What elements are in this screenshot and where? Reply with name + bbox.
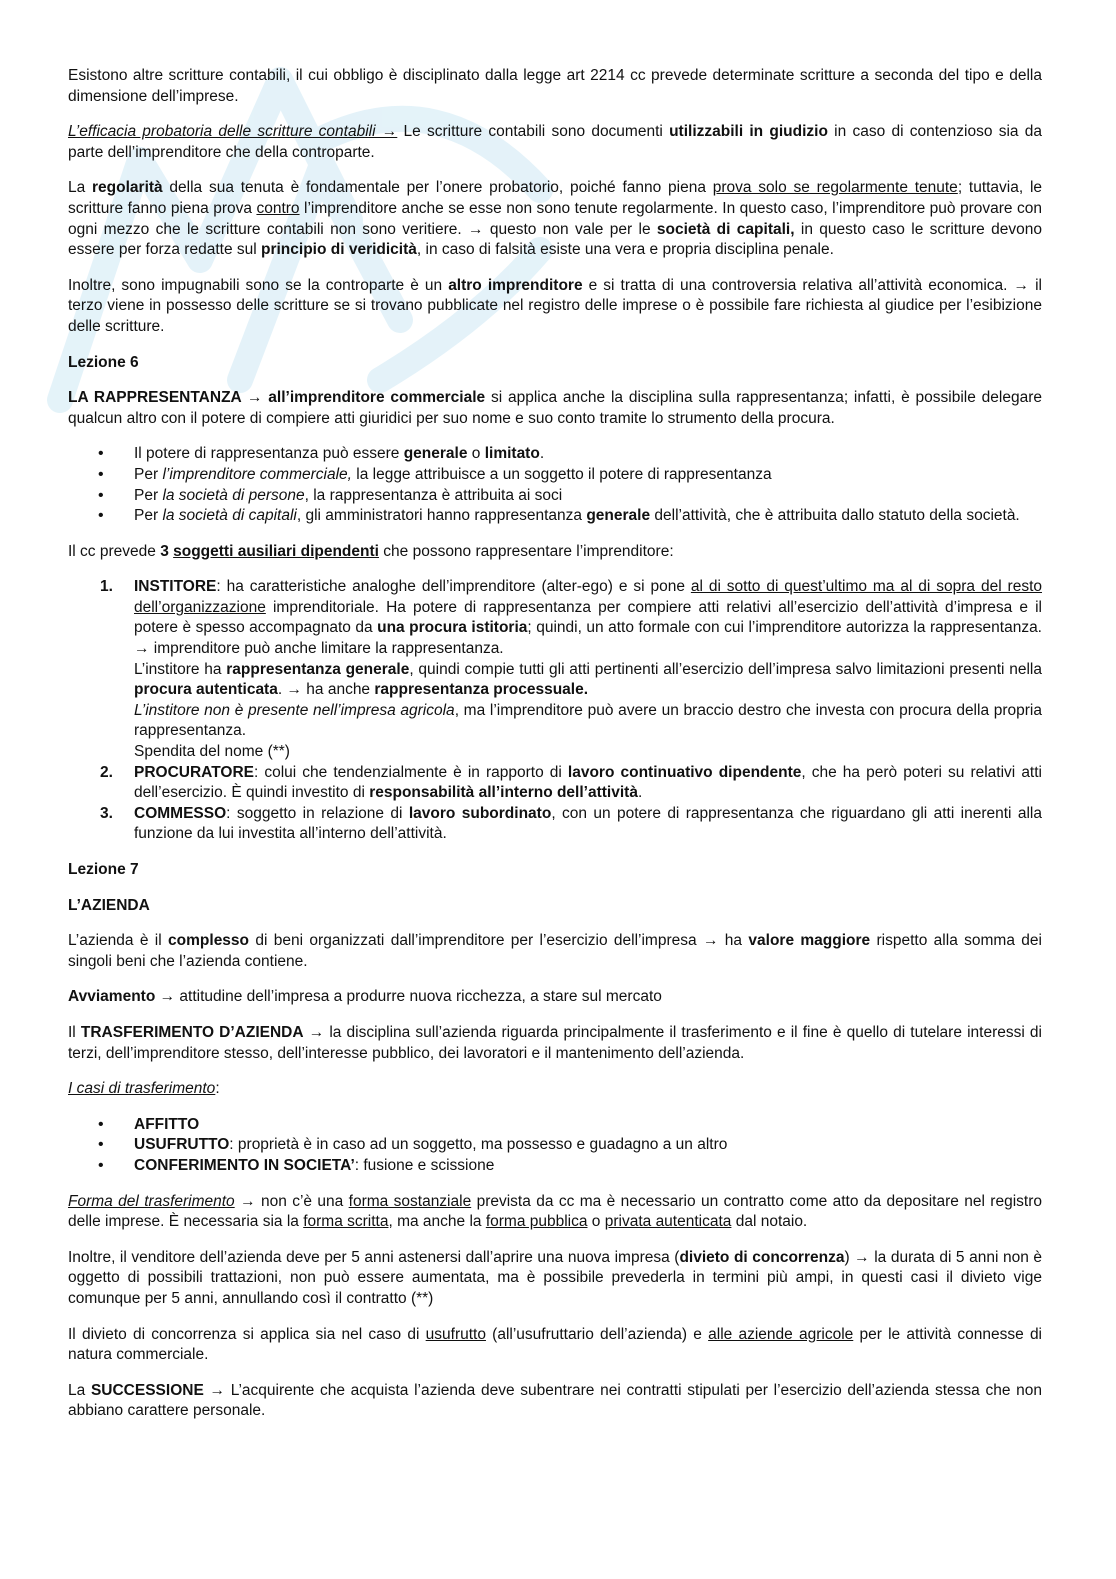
- bold-text: TRASFERIMENTO D’AZIENDA: [80, 1023, 304, 1041]
- text: , in caso di falsità esiste una vera e propria disciplina penale.: [416, 241, 834, 259]
- bold-text: altro imprenditore: [448, 276, 583, 294]
- underlined-text: forma sostanziale: [348, 1192, 472, 1210]
- text: la legge attribuisce a un soggetto il potere di rappresentanza: [351, 465, 772, 483]
- underlined-text: privata autenticata: [604, 1213, 732, 1231]
- list-item: [68, 444, 1042, 465]
- list-item-institore: [68, 577, 1042, 762]
- underlined-text: prova solo se regolarmente tenute: [712, 179, 958, 197]
- bold-text: SUCCESSIONE: [90, 1381, 204, 1399]
- text: Le scritture contabili sono documenti: [397, 123, 670, 141]
- italic-underlined-text: I casi di trasferimento: [68, 1080, 216, 1098]
- heading-lezione-6: Lezione 6: [68, 353, 139, 371]
- text: o: [587, 1213, 605, 1231]
- bold-text: utilizzabili in giudizio: [669, 123, 828, 141]
- text: Per: [134, 486, 163, 504]
- paragraph-impugnabili: [68, 276, 1042, 338]
- paragraph-azienda: [68, 931, 1042, 972]
- sub-paragraph: [134, 701, 1042, 742]
- underlined-text: L’efficacia probatoria delle scritture contabili →: [68, 123, 398, 141]
- text: Esistono altre scritture contabili, il cui obbligo è disciplinato dalla legge art 2214 cc prevede determinate scritture a seconda del tipo e della dimensione dell’imprese.: [68, 67, 1042, 105]
- text: l’imprenditore anche se esse non sono tenute regolarmente. In questo caso, l’imprenditore può provare con ogni mezzo che le scritture contabili non sono veritiere. → questo non vale per le: [68, 199, 1042, 238]
- italic-text: l’imprenditore commerciale,: [162, 465, 352, 483]
- italic-text: la società di persone: [162, 486, 305, 504]
- italic-text: L’institore non è presente nell’impresa agricola: [134, 701, 455, 719]
- text: , la rappresentanza è attribuita ai soci: [304, 486, 563, 504]
- underlined-text: forma scritta: [303, 1213, 389, 1231]
- underlined-text: contro: [256, 199, 300, 217]
- text: : colui che tendenzialmente è in rapporto di: [254, 763, 568, 781]
- bold-text: divieto di concorrenza: [679, 1248, 845, 1266]
- bold-text: lavoro subordinato: [408, 804, 552, 822]
- italic-text: la società di capitali: [162, 507, 297, 525]
- numbered-list-soggetti: [68, 577, 1042, 845]
- text: ) → la durata di 5 anni non è oggetto di possibili trattazioni, non può essere aumentata, ma è possibile prevederla in termini più ampi, in questi casi il divieto vige comunque per 5 anni, annullando così il contratto (**): [68, 1248, 1042, 1307]
- text: prevista da cc ma è necessario un contratto come atto da depositare nel registro delle imprese. È necessaria sia la: [68, 1192, 1042, 1231]
- list-item: [68, 1156, 1042, 1177]
- text: ; tuttavia, le scritture fanno piena prova: [68, 179, 1043, 217]
- text: L’azienda è il: [68, 932, 169, 950]
- text: imprenditoriale. Ha potere di rappresentanza per compiere atti relativi all’esercizio dell’attività d’impresa e il potere è spesso accompagnato da: [134, 598, 1042, 637]
- text: ; quindi, un atto formale con cui l’imprenditore autorizza la rappresentanza. → imprenditore può anche limitare la rappresentanza.: [134, 619, 1042, 658]
- text: → attitudine dell’impresa a produrre nuova ricchezza, a stare sul mercato: [155, 988, 662, 1006]
- paragraph-regolarita: [68, 178, 1042, 260]
- bold-text: regolarità: [92, 179, 163, 197]
- underlined-text: usufrutto: [425, 1325, 486, 1343]
- text: si applica anche la disciplina sulla rappresentanza; infatti, è possibile delegare qualcun altro con il potere di compiere atti giuridici per suo nome e suo conto tramite lo strumento della procura.: [68, 389, 1042, 427]
- text: → L’acquirente che acquista l’azienda deve subentrare nei contratti stipulati per l’esercizio dell’azienda stessa che non abbiano carattere personale.: [68, 1381, 1042, 1420]
- paragraph-soggetti-ausiliari: [68, 542, 1042, 563]
- text: La: [68, 179, 93, 197]
- text: : proprietà è in caso ad un soggetto, ma possesso e guadagno a un altro: [229, 1136, 728, 1154]
- text: in questo caso le scritture devono essere per forza redatte sul: [68, 220, 1042, 259]
- text: per le attività connesse di natura commerciale.: [68, 1325, 1043, 1364]
- bold-text: generale: [586, 507, 651, 525]
- bold-text: Avviamento: [68, 988, 156, 1006]
- text: La: [68, 1381, 91, 1399]
- text: Per: [134, 507, 163, 525]
- text: → la disciplina sull’azienda riguarda principalmente il trasferimento e il fine è quello di tutelare interessi di terzi, dell’imprenditore stesso, dell’interesse pubblico, dei lavoratori e il mantenimento dell’azienda.: [68, 1023, 1042, 1062]
- text: che possono rappresentare l’imprenditore:: [378, 542, 674, 560]
- bullet-list-casi: [68, 1115, 1042, 1177]
- text: in caso di contenzioso sia da parte dell’imprenditore che della controparte.: [68, 123, 1043, 161]
- sub-paragraph: Spendita del nome (**): [134, 743, 290, 761]
- bold-text: complesso: [168, 932, 250, 950]
- paragraph-forma-trasferimento: [68, 1192, 1042, 1233]
- paragraph-trasferimento: [68, 1023, 1042, 1064]
- text: , quindi compie tutti gli atti pertinenti all’esercizio dell’impresa salvo limitazioni presenti nella: [409, 660, 1042, 678]
- sub-paragraph: [134, 660, 1042, 701]
- text: , gli amministratori hanno rappresentanza: [296, 507, 587, 525]
- text: :: [215, 1080, 220, 1098]
- list-item: [68, 1135, 1042, 1156]
- text: Inoltre, sono impugnabili sono se la controparte è un: [68, 276, 449, 294]
- text: rispetto alla somma dei singoli beni che l’azienda contiene.: [68, 932, 1042, 970]
- text: Per: [134, 465, 163, 483]
- bold-text: una procura istitoria: [377, 619, 528, 637]
- list-item: [68, 1115, 1042, 1136]
- bold-text: USUFRUTTO: [134, 1136, 230, 1154]
- text: Il: [68, 1023, 81, 1041]
- paragraph-successione: [68, 1381, 1042, 1422]
- paragraph-divieto-concorrenza: [68, 1248, 1042, 1310]
- text: , che ha però poteri su relativi atti dell’esercizio. È quindi investito di: [134, 763, 1042, 802]
- text: e si tratta di una controversia relativa all’attività economica. → il terzo viene in possesso delle scritture se si trovano pubblicate nel registro delle imprese o è possibile fare richiesta al giudice per l’esibizione delle scritture.: [68, 276, 1042, 335]
- bold-text: AFFITTO: [134, 1115, 200, 1133]
- bold-text: CONFERIMENTO IN SOCIETA’: [134, 1156, 355, 1174]
- paragraph-divieto-applicazione: [68, 1325, 1042, 1366]
- bold-text: responsabilità all’interno dell’attività: [369, 784, 638, 802]
- paragraph-casi-trasferimento: [68, 1079, 1042, 1100]
- text: .: [637, 784, 643, 802]
- paragraph-avviamento: [68, 987, 1042, 1008]
- text: dell’attività, che è attribuita dallo statuto della società.: [650, 507, 1020, 525]
- bold-text: valore maggiore: [748, 932, 871, 950]
- italic-underlined-text: Forma del trasferimento: [68, 1192, 235, 1210]
- bold-text: generale: [403, 445, 468, 463]
- text: (all’usufruttario dell’azienda) e: [485, 1325, 709, 1343]
- bold-text: società di capitali,: [656, 220, 795, 238]
- underlined-text: forma pubblica: [485, 1213, 588, 1231]
- text: di beni organizzati dall’imprenditore per l’esercizio dell’impresa → ha: [249, 932, 749, 950]
- list-item: [68, 506, 1042, 527]
- paragraph-rappresentanza: [68, 388, 1042, 429]
- text: : fusione e scissione: [354, 1156, 495, 1174]
- bold-text: LA RAPPRESENTANZA → all’imprenditore commerciale: [68, 389, 486, 407]
- bold-underlined-text: soggetti ausiliari dipendenti: [173, 542, 379, 560]
- list-number: 2.: [100, 763, 113, 781]
- text: , con un potere di rappresentanza che riguardano gli atti inerenti alla funzione da lui investita all’interno dell’attività.: [134, 804, 1042, 843]
- text: L’institore ha: [134, 660, 227, 678]
- underlined-text: al di sotto di quest’ultimo ma al di sopra del resto dell’organizzazione: [134, 578, 1042, 616]
- paragraph-scritture-contabili: [68, 66, 1042, 107]
- bold-text: principio di veridicità: [261, 241, 417, 259]
- text: Inoltre, il venditore dell’azienda deve per 5 anni astenersi dall’aprire una nuova impresa (: [68, 1248, 680, 1266]
- underlined-text: alle aziende agricole: [708, 1325, 854, 1343]
- bold-text: procura autenticata: [134, 681, 278, 699]
- text: della sua tenuta è fondamentale per l’onere probatorio, poiché fanno piena: [162, 179, 713, 197]
- heading-lezione-7: Lezione 7: [68, 861, 139, 878]
- bold-text: 3: [160, 542, 174, 560]
- heading-azienda: L’AZIENDA: [68, 896, 150, 914]
- text: Il divieto di concorrenza si applica sia nel caso di: [68, 1325, 426, 1343]
- text: Il cc prevede: [68, 542, 161, 560]
- paragraph-efficacia-probatoria: [68, 122, 1042, 163]
- text: o: [467, 445, 485, 463]
- bold-text: limitato: [484, 445, 540, 463]
- text: : soggetto in relazione di: [226, 804, 409, 822]
- bold-text: rappresentanza generale: [226, 660, 410, 678]
- bold-text: PROCURATORE: [134, 763, 254, 781]
- text: → non c’è una: [234, 1192, 349, 1210]
- list-item: [68, 486, 1042, 507]
- bold-text: COMMESSO: [134, 804, 227, 822]
- text: Il potere di rappresentanza può essere: [134, 445, 404, 463]
- text: : ha caratteristiche analoghe dell’imprenditore (alter-ego) e si pone: [216, 578, 691, 596]
- text: , ma anche la: [388, 1213, 486, 1231]
- text: . → ha anche: [277, 681, 375, 699]
- list-item: [68, 465, 1042, 486]
- list-number: 1.: [100, 578, 113, 596]
- list-item-commesso: [68, 804, 1042, 845]
- bold-text: lavoro continuativo dipendente: [567, 763, 802, 781]
- bold-text: rappresentanza processuale.: [374, 681, 589, 699]
- bullet-list-rappresentanza: [68, 444, 1042, 526]
- text: dal notaio.: [731, 1213, 808, 1231]
- bold-text: INSTITORE: [134, 578, 217, 596]
- text: .: [539, 445, 545, 463]
- list-item-procuratore: [68, 763, 1042, 804]
- list-number: 3.: [100, 804, 113, 822]
- text: , ma l’imprenditore può avere un braccio destro che investa con procura della propria rappresentanza.: [134, 701, 1042, 740]
- document-page: [68, 66, 1042, 1437]
